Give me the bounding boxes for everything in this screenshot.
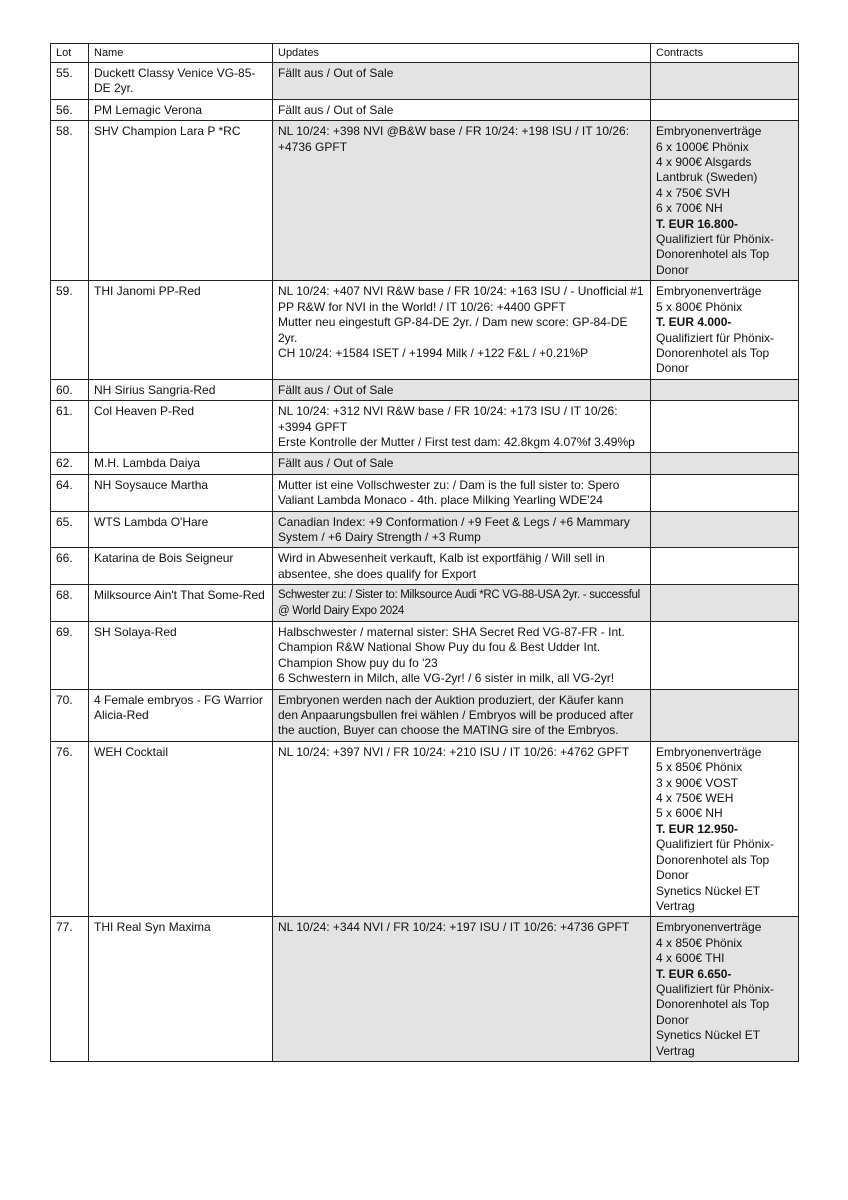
update-line: NL 10/24: +407 NVI R&W base / FR 10/24: +163 ISU / - Unofficial #1 PP R&W for NVI in the World! / IT 10/26: +4400 GPFT (278, 284, 644, 314)
lot-updates (273, 453, 651, 474)
lot-updates (273, 474, 651, 511)
update-line: Wird in Abwesenheit verkauft, Kalb ist exportfähig / Will sell in absentee, she does qualify for Export (278, 551, 605, 581)
lot-updates (273, 622, 651, 690)
contract-total: T. EUR 4.000- (656, 315, 732, 330)
lot-updates (273, 379, 651, 400)
lot-contracts (651, 474, 799, 511)
contract-line: Synetics Nückel ET Vertrag (656, 883, 760, 913)
table-row (51, 121, 799, 281)
lot-name: Duckett Classy Venice VG-85-DE 2yr. (89, 63, 273, 100)
lot-number: 55. (51, 63, 89, 100)
lot-contracts (651, 453, 799, 474)
contract-line: Embryonenverträge (656, 124, 762, 139)
lot-name: Milksource Ain't That Some-Red (89, 585, 273, 622)
contract-line: 6 x 700€ NH (656, 201, 723, 216)
contract-line: 4 x 900€ Alsgards Lantbruk (Sweden) (656, 155, 758, 185)
header-row (51, 44, 799, 63)
lot-name: THI Real Syn Maxima (89, 917, 273, 1062)
contract-line: 4 x 750€ SVH (656, 185, 731, 200)
lot-contracts (651, 548, 799, 585)
lot-name: M.H. Lambda Daiya (89, 453, 273, 474)
lot-number: 62. (51, 453, 89, 474)
update-line: Halbschwester / maternal sister: SHA Secret Red VG-87-FR - Int. Champion R&W National Show Puy du fou & Best Udder Int. Champion Show puy du fo '23 (278, 625, 625, 670)
contract-line: Qualifiziert für Phönix-Donorenhotel als Top Donor (656, 981, 775, 1027)
contract-line: 4 x 600€ THI (656, 951, 725, 966)
lot-contracts (651, 281, 799, 379)
header-contracts: Contracts (651, 44, 799, 63)
contract-line: 4 x 850€ Phönix (656, 935, 743, 950)
lot-name: Col Heaven P-Red (89, 401, 273, 453)
contract-total: T. EUR 6.650- (656, 966, 732, 981)
lot-number: 64. (51, 474, 89, 511)
table-row (51, 281, 799, 379)
lot-updates (273, 585, 651, 622)
lot-updates (273, 741, 651, 916)
lot-number: 76. (51, 741, 89, 916)
contract-line: Embryonenverträge (656, 920, 762, 935)
lot-name: SH Solaya-Red (89, 622, 273, 690)
contract-line: Embryonenverträge (656, 284, 762, 299)
lot-name: NH Sirius Sangria-Red (89, 379, 273, 400)
table-row (51, 379, 799, 400)
lot-number: 70. (51, 689, 89, 741)
update-line: Fällt aus / Out of Sale (278, 102, 394, 117)
lot-contracts (651, 121, 799, 281)
update-line: Schwester zu: / Sister to: Milksource Audi *RC VG-88-USA 2yr. - successful @ World Dairy Expo 2024 (278, 589, 640, 617)
table-row (51, 622, 799, 690)
lot-updates (273, 689, 651, 741)
lot-name: WEH Cocktail (89, 741, 273, 916)
lot-number: 68. (51, 585, 89, 622)
lot-updates (273, 511, 651, 548)
update-line: 6 Schwestern in Milch, alle VG-2yr! / 6 sister in milk, all VG-2yr! (278, 671, 615, 686)
lot-number: 59. (51, 281, 89, 379)
lot-updates (273, 917, 651, 1062)
contract-line: Embryonenverträge (656, 744, 762, 759)
lot-name: WTS Lambda O'Hare (89, 511, 273, 548)
contract-line: 5 x 800€ Phönix (656, 299, 743, 314)
contract-line: 4 x 750€ WEH (656, 791, 734, 806)
lot-contracts (651, 63, 799, 100)
lot-contracts (651, 401, 799, 453)
table-row (51, 63, 799, 100)
lot-name: SHV Champion Lara P *RC (89, 121, 273, 281)
lot-name: NH Soysauce Martha (89, 474, 273, 511)
update-line: NL 10/24: +398 NVI @B&W base / FR 10/24: +198 ISU / IT 10/26: +4736 GPFT (278, 124, 630, 154)
update-line: Fällt aus / Out of Sale (278, 382, 394, 397)
update-line: Mutter ist eine Vollschwester zu: / Dam is the full sister to: Spero Valiant Lambda Monaco - 4th. place Milking Yearling WDE'24 (278, 477, 620, 508)
lot-number: 77. (51, 917, 89, 1062)
lot-contracts (651, 585, 799, 622)
lot-updates (273, 63, 651, 100)
table-row (51, 689, 799, 741)
lot-number: 61. (51, 401, 89, 453)
update-line: NL 10/24: +344 NVI / FR 10/24: +197 ISU / IT 10/26: +4736 GPFT (278, 920, 630, 935)
lot-name: Katarina de Bois Seigneur (89, 548, 273, 585)
update-line: Canadian Index: +9 Conformation / +9 Feet & Legs / +6 Mammary System / +6 Dairy Strength / +3 Rump (278, 514, 630, 544)
lot-contracts (651, 511, 799, 548)
contract-line: 5 x 600€ NH (656, 806, 723, 821)
lot-contracts (651, 917, 799, 1062)
lot-number: 65. (51, 511, 89, 548)
contract-line: 5 x 850€ Phönix (656, 760, 743, 775)
lot-number: 69. (51, 622, 89, 690)
lot-updates (273, 121, 651, 281)
contract-line: Qualifiziert für Phönix-Donorenhotel als Top Donor (656, 330, 775, 376)
table-row (51, 585, 799, 622)
lot-number: 56. (51, 99, 89, 120)
header-lot: Lot (51, 44, 89, 63)
table-row (51, 511, 799, 548)
lot-updates (273, 281, 651, 379)
header-name: Name (89, 44, 273, 63)
lot-number: 58. (51, 121, 89, 281)
table-row (51, 474, 799, 511)
lot-contracts (651, 99, 799, 120)
lot-number: 66. (51, 548, 89, 585)
contract-total: T. EUR 12.950- (656, 821, 739, 836)
contract-line: 6 x 1000€ Phönix (656, 139, 749, 154)
lot-contracts (651, 379, 799, 400)
lot-updates (273, 548, 651, 585)
lots-table (50, 43, 799, 1062)
update-line: Mutter neu eingestuft GP-84-DE 2yr. / Dam new score: GP-84-DE 2yr. (278, 315, 628, 345)
update-line: CH 10/24: +1584 ISET / +1994 Milk / +122 F&L / +0.21%P (278, 345, 589, 360)
contract-line: Synetics Nückel ET Vertrag (656, 1028, 760, 1058)
table-row (51, 548, 799, 585)
update-line: Erste Kontrolle der Mutter / First test dam: 42.8kgm 4.07%f 3.49%p (278, 434, 635, 449)
update-line: Embryonen werden nach der Auktion produziert, der Käufer kann den Anpaarungsbullen frei wählen / Embryos will be produced after the auction, Buyer can choose the MATING sire of the Embryos. (278, 692, 634, 738)
lot-name: 4 Female embryos - FG Warrior Alicia-Red (89, 689, 273, 741)
table-row (51, 401, 799, 453)
lot-name: THI Janomi PP-Red (89, 281, 273, 379)
lot-contracts (651, 689, 799, 741)
contract-total: T. EUR 16.800- (656, 216, 739, 231)
lot-contracts (651, 741, 799, 916)
update-line: NL 10/24: +312 NVI R&W base / FR 10/24: +173 ISU / IT 10/26: +3994 GPFT (278, 404, 618, 434)
lot-contracts (651, 622, 799, 690)
update-line: Fällt aus / Out of Sale (278, 456, 394, 471)
update-line: Fällt aus / Out of Sale (278, 66, 394, 80)
lot-number: 60. (51, 379, 89, 400)
contract-line: 3 x 900€ VOST (656, 775, 739, 790)
header-updates: Updates (273, 44, 651, 63)
update-line: NL 10/24: +397 NVI / FR 10/24: +210 ISU / IT 10/26: +4762 GPFT (278, 744, 630, 759)
lot-updates (273, 401, 651, 453)
table-row (51, 99, 799, 120)
table-row (51, 741, 799, 916)
table-row (51, 453, 799, 474)
table-row (51, 917, 799, 1062)
contract-line: Qualifiziert für Phönix-Donorenhotel als Top Donor (656, 837, 775, 883)
contract-line: Qualifiziert für Phönix-Donorenhotel als Top Donor (656, 232, 775, 277)
lot-updates (273, 99, 651, 120)
lot-name: PM Lemagic Verona (89, 99, 273, 120)
